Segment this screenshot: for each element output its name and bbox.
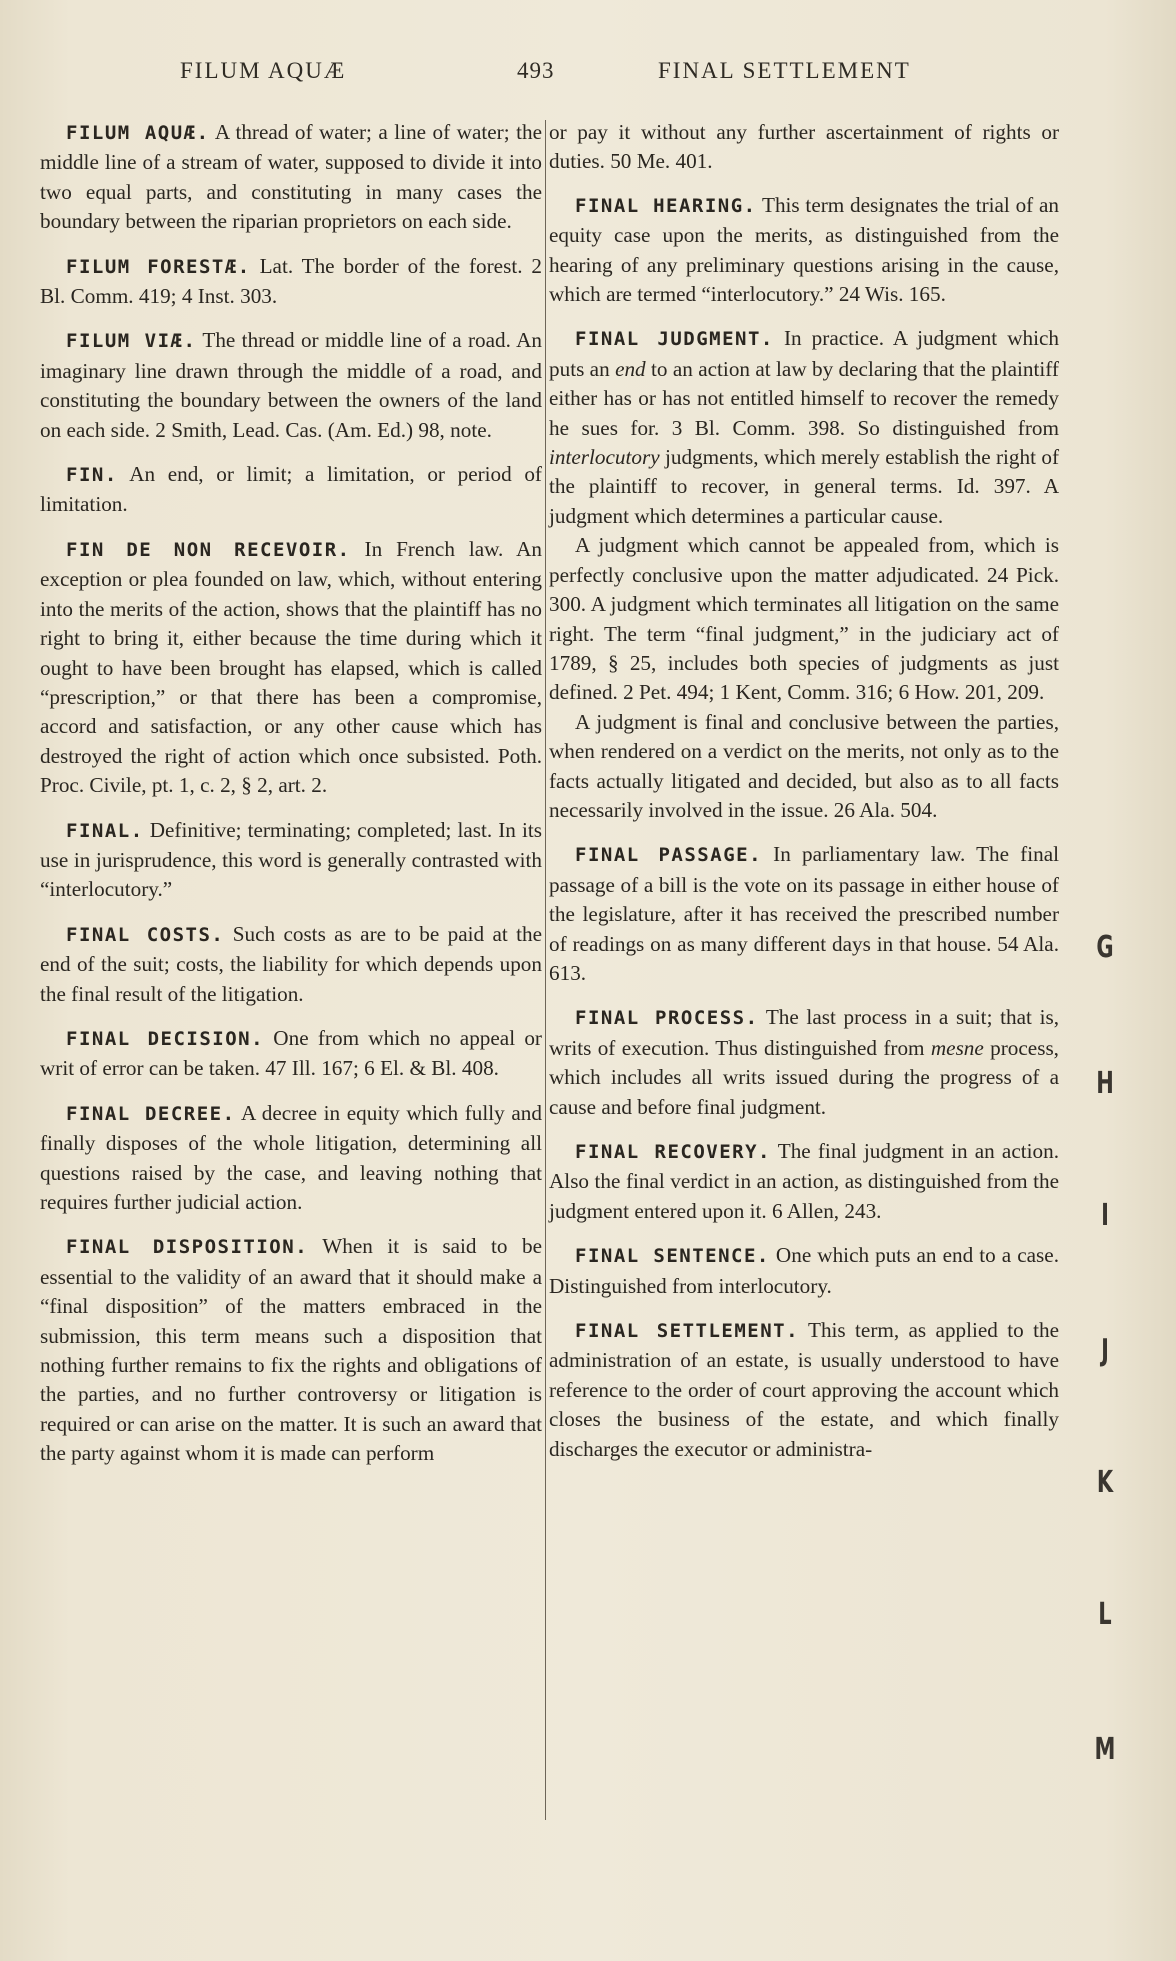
entry-definition: In French law. An exception or plea founded on law, which, without entering into the merits of the action, shows that the plaintiff has no right to bring it, either because the time during which it ought to have been brought has elapsed, which is called “prescription,” or that there has been a compromise, accord and satisfaction, or any other cause which has destroyed the right of action which once subsisted. Poth. Proc. Civile, pt. 1, c. 2, § 2, art. 2.	[40, 536, 542, 798]
entry-term: FINAL DECREE.	[66, 1102, 236, 1125]
entry-term: FINAL COSTS.	[66, 923, 225, 946]
entry-term: FINAL SENTENCE.	[575, 1245, 770, 1268]
entry-definition: This term, as applied to the administration of an estate, is usually understood to have reference to the order of court approving the account which closes the business of the estate, and which finally discharges the executor or administra-	[549, 1318, 1059, 1461]
thumb-index-letter-h[interactable]: H	[1096, 1066, 1114, 1101]
entry-definition: In parliamentary law. The final passage of a bill is the vote on its passage in either house of the legislature, after it has received the prescribed number of readings on as many different days in that house. 54 Ala. 613.	[549, 842, 1059, 985]
thumb-index-letter-j[interactable]: J	[1101, 1333, 1109, 1368]
entry-final-settlement	[549, 1316, 1059, 1464]
entry-filum-forestae	[40, 252, 542, 312]
entry-definition: In practice. A judgment which puts an	[549, 326, 1059, 381]
entry-definition: judgments, which merely establish the right of the plaintiff to recover, in general terms. Id. 397. A judgment which determines a particular cause.	[549, 445, 1059, 528]
entry-definition: A decree in equity which fully and finally disposes of the whole litigation, determining all questions raised by the case, and leaving nothing that requires further judicial action.	[40, 1100, 542, 1214]
entry-term: FINAL PASSAGE.	[575, 844, 763, 867]
running-header	[0, 58, 1176, 98]
entry-fin-de-non-recevoir	[40, 535, 542, 801]
entry-term: FILUM FORESTÆ.	[66, 255, 251, 278]
entry-final-process	[549, 1003, 1059, 1122]
thumb-index-letter-g[interactable]: G	[1096, 930, 1114, 965]
entry-definition: This term designates the trial of an equity case upon the merits, as distinguished from the hearing of any preliminary questions arising in the cause, which are termed “interlocutory.” 24 Wis. 165.	[549, 192, 1059, 307]
entry-definition: One from which no appeal or writ of error can be taken. 47 Ill. 167; 6 El. & Bl. 408.	[40, 1025, 542, 1081]
entry-paragraph	[549, 324, 1059, 531]
entry-definition: The thread or middle line of a road. An imaginary line drawn through the middle of a road, and constituting the boundary between the owners of the land on each side. 2 Smith, Lead. Cas. (Am. Ed.) 98, note.	[40, 328, 542, 442]
italic-word: interlocutory	[549, 445, 660, 470]
entry-term: FINAL RECOVERY.	[575, 1141, 771, 1163]
entry-final-sentence	[549, 1241, 1059, 1301]
entry-term: FIN DE NON RECEVOIR.	[66, 538, 351, 561]
italic-word: mesne	[930, 1035, 984, 1060]
entry-final-decree	[40, 1099, 542, 1218]
entry-definition: process, which includes all writs issued during the progress of a cause and before final judgment.	[549, 1035, 1059, 1119]
page-number: 493	[517, 58, 555, 83]
entry-final-disposition	[40, 1232, 542, 1468]
entry-term: FINAL.	[66, 819, 144, 842]
entry-term: FINAL HEARING.	[575, 194, 757, 217]
thumb-index-letter-i[interactable]: I	[1101, 1198, 1109, 1233]
entry-definition: The final judgment in an action. Also the final verdict in an action, as distinguished from the judgment entered upon it. 6 Allen, 243.	[549, 1139, 1059, 1223]
entry-definition: An end, or limit; a limitation, or period of limitation.	[40, 462, 542, 517]
entry-term: FINAL DISPOSITION.	[66, 1236, 309, 1259]
entry-final-recovery	[549, 1137, 1059, 1226]
entry-paragraph: A judgment is final and conclusive between the parties, when rendered on a verdict on the merits, not only as to the facts actually litigated and decided, but also as to all facts necessarily involved in the issue. 26 Ala. 504.	[549, 709, 1059, 822]
header-left-guide-word: FILUM AQUÆ	[180, 58, 347, 83]
thumb-index	[1085, 0, 1125, 1961]
entry-final-hearing	[549, 191, 1059, 310]
entry-continuation: or pay it without any further ascertainment of rights or duties. 50 Me. 401.	[549, 120, 1059, 174]
entry-definition: Lat. The border of the forest. 2 Bl. Comm. 419; 4 Inst. 303.	[40, 253, 542, 309]
column-divider	[545, 120, 546, 1820]
entry-final-passage	[549, 840, 1059, 988]
entry-term: FINAL SETTLEMENT.	[575, 1320, 800, 1343]
entry-final-decision	[40, 1024, 542, 1084]
entry-term: FINAL DECISION.	[66, 1027, 265, 1050]
entry-definition: A thread of water; a line of water; the middle line of a stream of water, supposed to divide it into two equal parts, and constituting in many cases the boundary between the riparian proprietors on each side.	[40, 120, 542, 234]
entry-term: FIN.	[66, 464, 118, 487]
thumb-index-letter-l[interactable]: L	[1098, 1597, 1112, 1632]
entry-filum-viae	[40, 326, 542, 445]
thumb-index-letter-m[interactable]: M	[1094, 1732, 1116, 1767]
entry-term: FILUM AQUÆ.	[66, 122, 210, 144]
entry-final-costs	[40, 920, 542, 1009]
entry-term: FINAL PROCESS.	[575, 1007, 759, 1030]
entry-term: FINAL JUDGMENT.	[575, 328, 774, 351]
right-column	[549, 118, 1059, 1479]
thumb-index-letter-k[interactable]: K	[1096, 1465, 1114, 1500]
entry-paragraph: A judgment which cannot be appealed from, which is perfectly conclusive upon the matter adjudicated. 24 Pick. 300. A judgment which terminates all litigation on the same right. The term “final judgment,” in the judiciary act of 1789, § 25, includes both species of judgments as just defined. 2 Pet. 494; 1 Kent, Comm. 316; 6 How. 201, 209.	[549, 533, 1059, 705]
left-column	[40, 118, 542, 1484]
entry-term: FILUM VIÆ.	[66, 330, 197, 353]
entry-definition: Definitive; terminating; completed; last. In its use in jurisprudence, this word is generally contrasted with “interlocutory.”	[40, 817, 542, 902]
entry-definition: One which puts an end to a case. Distinguished from interlocutory.	[549, 1243, 1059, 1298]
header-right-guide-word: FINAL SETTLEMENT	[658, 58, 911, 83]
italic-word: end	[615, 356, 646, 381]
entry-filum-aquae	[40, 118, 542, 237]
entry-definition: to an action at law by declaring that the plaintiff either has or has not entitled himself to recover the remedy he sues for. 3 Bl. Comm. 398. So distinguished from	[549, 356, 1059, 440]
entry-fin	[40, 460, 542, 520]
entry-definition: Such costs as are to be paid at the end of the suit; costs, the liability for which depends upon the final result of the litigation.	[40, 921, 542, 1006]
entry-definition: When it is said to be essential to the validity of an award that it should make a “final disposition” of the matters embraced in the submission, this term means such a disposition that nothing further remains to fix the rights and obligations of the parties, and no further controversy or litigation is required or can arise on the matter. It is such an award that the party against whom it is made can perform	[40, 1234, 542, 1466]
entry-final-judgment	[549, 324, 1059, 825]
entry-definition: The last process in a suit; that is, writs of execution. Thus distinguished from	[549, 1005, 1059, 1060]
entry-final	[40, 816, 542, 905]
